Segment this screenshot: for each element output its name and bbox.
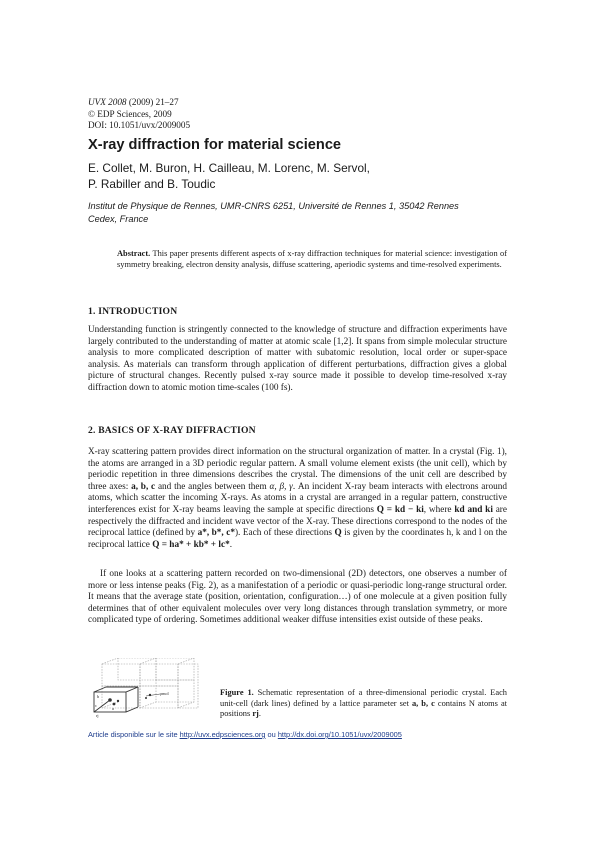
- authors-line-1: E. Collet, M. Buron, H. Cailleau, M. Lorenc, M. Servol,: [88, 161, 370, 175]
- text-run: .: [229, 539, 233, 550]
- label-rho-mol: ρmol: [160, 691, 169, 696]
- angles: α, β, γ: [269, 481, 293, 492]
- caption-text: Schematic representation of a three-dimensional periodic crystal. Each unit-cell (dark lines) defined by a lattice parameter set: [220, 688, 507, 708]
- introduction-paragraph: Understanding function is stringently connected to the knowledge of structure and diffraction experiments have largely contributed to the understanding of matter at atomic scale [1,2]. It spans from simple molecular structure analysis to more complicated description of matter with subatomic resolution, local order or super-space analysis. As materials can transform through application of different perturbations, diffraction gives a global picture of structural changes. Recently pulsed x-ray source made it possible to develop time-resolved x-ray diffraction down to atomic motion time-scales (100 fs).: [88, 325, 507, 393]
- label-c: c: [95, 703, 97, 708]
- abstract-label: Abstract.: [117, 249, 151, 258]
- text-run: is given by the coordinates h, k and l on the reciprocal lattice: [88, 528, 507, 550]
- caption-text: contains N atoms at positions: [220, 698, 507, 718]
- journal-volume: (2009) 21–27: [126, 97, 179, 107]
- doi: DOI: 10.1051/uvx/2009005: [88, 120, 191, 131]
- paper-title: X-ray diffraction for material science: [88, 137, 342, 153]
- abstract: [117, 249, 507, 270]
- caption-vectors: a, b, c: [411, 698, 435, 708]
- section-heading-basics: 2. BASICS OF X-RAY DIFFRACTION: [88, 425, 256, 436]
- label-b: b: [97, 694, 100, 699]
- footer-middle: ou: [265, 730, 278, 739]
- wave-vectors: kd and ki: [454, 504, 493, 515]
- reciprocal-vectors: a*, b*, c*: [197, 528, 235, 539]
- authors: [88, 161, 508, 192]
- text-run: and the angles between them: [155, 481, 270, 492]
- journal-name: UVX 2008: [88, 97, 127, 107]
- authors-line-2: P. Rabiller and B. Toudic: [88, 176, 216, 191]
- q-vector: Q: [334, 528, 342, 539]
- basics-paragraph-2: If one looks at a scattering pattern recorded on two-dimensional (2D) detectors, one observes a number of more or less intense peaks (Fig. 2), as a manifestation of a periodic or quasi-periodic long-range structural order. It means that the average state (position, orientation, configuration…) of one molecule at a given position fully determines that of other equivalent molecules over very long distances through translation symmetry, or more complicated type of ordering. Sometimes additional weaker diffuse intensities exist outside of these peaks.: [88, 569, 507, 626]
- text-run: X-ray scattering pattern provides direct information on the structural organization of matter. In a crystal (Fig. 1), the atoms are arranged in a 3D periodic regular pattern. A small volume element exists (the unit cell), which by periodic repetition in three dimensions describes the crystal. The dimensions of the unit cell are described by three axes:: [88, 447, 507, 492]
- journal-line: [88, 97, 190, 109]
- affiliation: [88, 200, 508, 225]
- text-run: , where: [423, 504, 455, 515]
- label-a: a: [112, 706, 114, 711]
- text-run: are respectively the diffracted and incident wave vector of the X-ray. These directions correspond to the nodes of the reciprocal lattice (defined by: [88, 504, 507, 539]
- text-run: . An incident X-ray beam interacts with electrons around atoms, which scatter the incoming X-rays. As atoms in a crystal are arranged in a regular pattern, constructive interferences exist for X-ray beams leaving the sample at specific directions: [88, 481, 507, 515]
- caption-text: .: [258, 709, 261, 718]
- text-run: ). Each of these directions: [234, 528, 335, 539]
- axes-vectors: a, b, c: [131, 481, 156, 492]
- figure-label: Figure 1.: [220, 688, 254, 697]
- figure-caption: [220, 688, 507, 720]
- caption-rj: rj: [252, 709, 259, 718]
- footer-availability: [88, 730, 402, 739]
- section-heading-introduction: 1. INTRODUCTION: [88, 306, 178, 317]
- abstract-text: This paper presents different aspects of x-ray diffraction techniques for material science: investigation of symmetry breaking, electron density analysis, diffuse scattering, aperiodic systems and time-resolved experiments.: [117, 249, 507, 269]
- label-rj: rj: [96, 713, 99, 718]
- footer-link-doi[interactable]: http://dx.doi.org/10.1051/uvx/2009005: [277, 730, 402, 739]
- copyright: © EDP Sciences, 2009: [88, 108, 172, 119]
- figure-crystal-lattice: [88, 658, 213, 720]
- basics-paragraph-1: [88, 447, 507, 551]
- footer-link-site[interactable]: http://uvx.edpsciences.org: [179, 730, 266, 739]
- publication-meta: [88, 97, 190, 132]
- affiliation-line-1: Institut de Physique de Rennes, UMR-CNRS 6251, Université de Rennes 1, 35042 Rennes: [88, 201, 459, 211]
- footer-prefix: Article disponible sur le site: [88, 730, 180, 739]
- affiliation-line-2: Cedex, France: [88, 213, 149, 224]
- reciprocal-lattice-equation: Q = ha* + kb* + lc*: [152, 539, 230, 550]
- scattering-vector-equation: Q = kd − ki: [376, 504, 424, 515]
